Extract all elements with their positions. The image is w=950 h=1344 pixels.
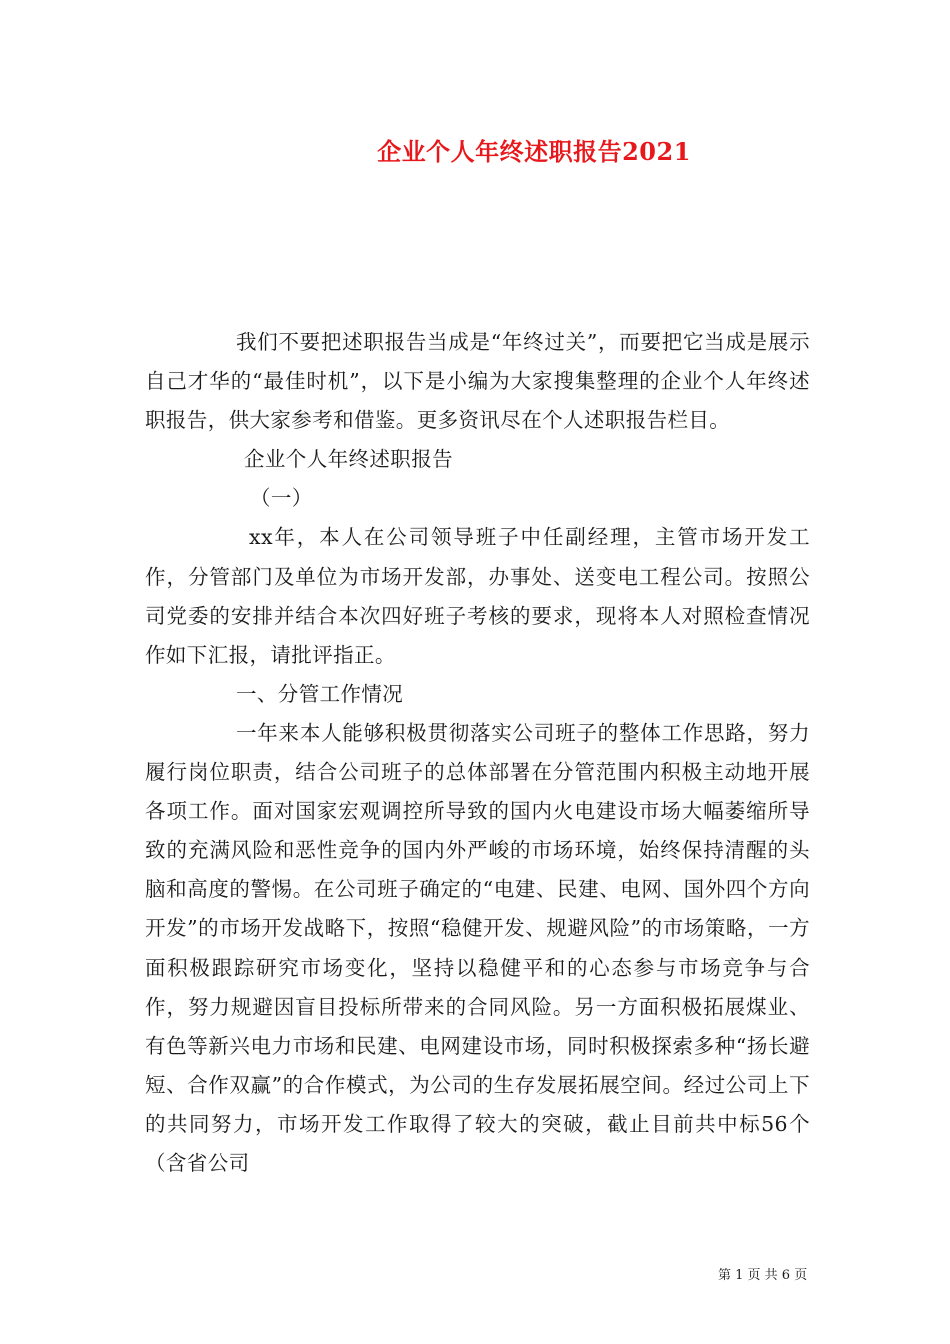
page-number: 第 1 页 共 6 页 (718, 1268, 808, 1283)
body-paragraph-1: xx年，本人在公司领导班子中任副经理，主管市场开发工作，分管部门及单位为市场开发部，办事处、送变电工程公司。按照公司党委的安排并结合本次四好班子考核的要求，现将本人对照检查情况作如下汇报，请批评指正。 (145, 525, 810, 667)
body-paragraph-2: 一年来本人能够积极贯彻落实公司班子的整体工作思路，努力履行岗位职责，结合公司班子的总体部署在分管范围内积极主动地开展各项工作。面对国家宏观调控所导致的国内火电建设市场大幅萎缩所导致的充满风险和恶性竞争的国内外严峻的市场环境，始终保持清醒的头脑和高度的警惕。在公司班子确定的“电建、民建、电网、国外四个方向开发”的市场开发战略下，按照“稳健开发、规避风险”的市场策略，一方面积极跟踪研究市场变化，坚持以稳健平和的心态参与市场竞争与合作，努力规避因盲目投标所带来的合同风险。另一方面积极拓展煤业、有色等新兴电力市场和民建、电网建设市场，同时积极探索多种“扬长避短、合作双赢”的合作模式，为公司的生存发展拓展空间。经过公司上下的共同努力，市场开发工作取得了较大的突破，截止目前共中标56个（含省公司 (145, 720, 810, 1175)
document-title: 企业个人年终述职报告2021 (377, 137, 691, 166)
intro-paragraph: 我们不要把述职报告当成是“年终过关”，而要把它当成是展示自己才华的“最佳时机”，以下是小编为大家搜集整理的企业个人年终述职报告，供大家参考和借鉴。更多资讯尽在个人述职报告栏目。 (145, 330, 810, 433)
report-subtitle: 企业个人年终述职报告 (244, 447, 453, 472)
section-heading-1: 一、分管工作情况 (236, 681, 404, 706)
document-body (145, 323, 810, 1183)
section-number: （一） (250, 486, 313, 511)
